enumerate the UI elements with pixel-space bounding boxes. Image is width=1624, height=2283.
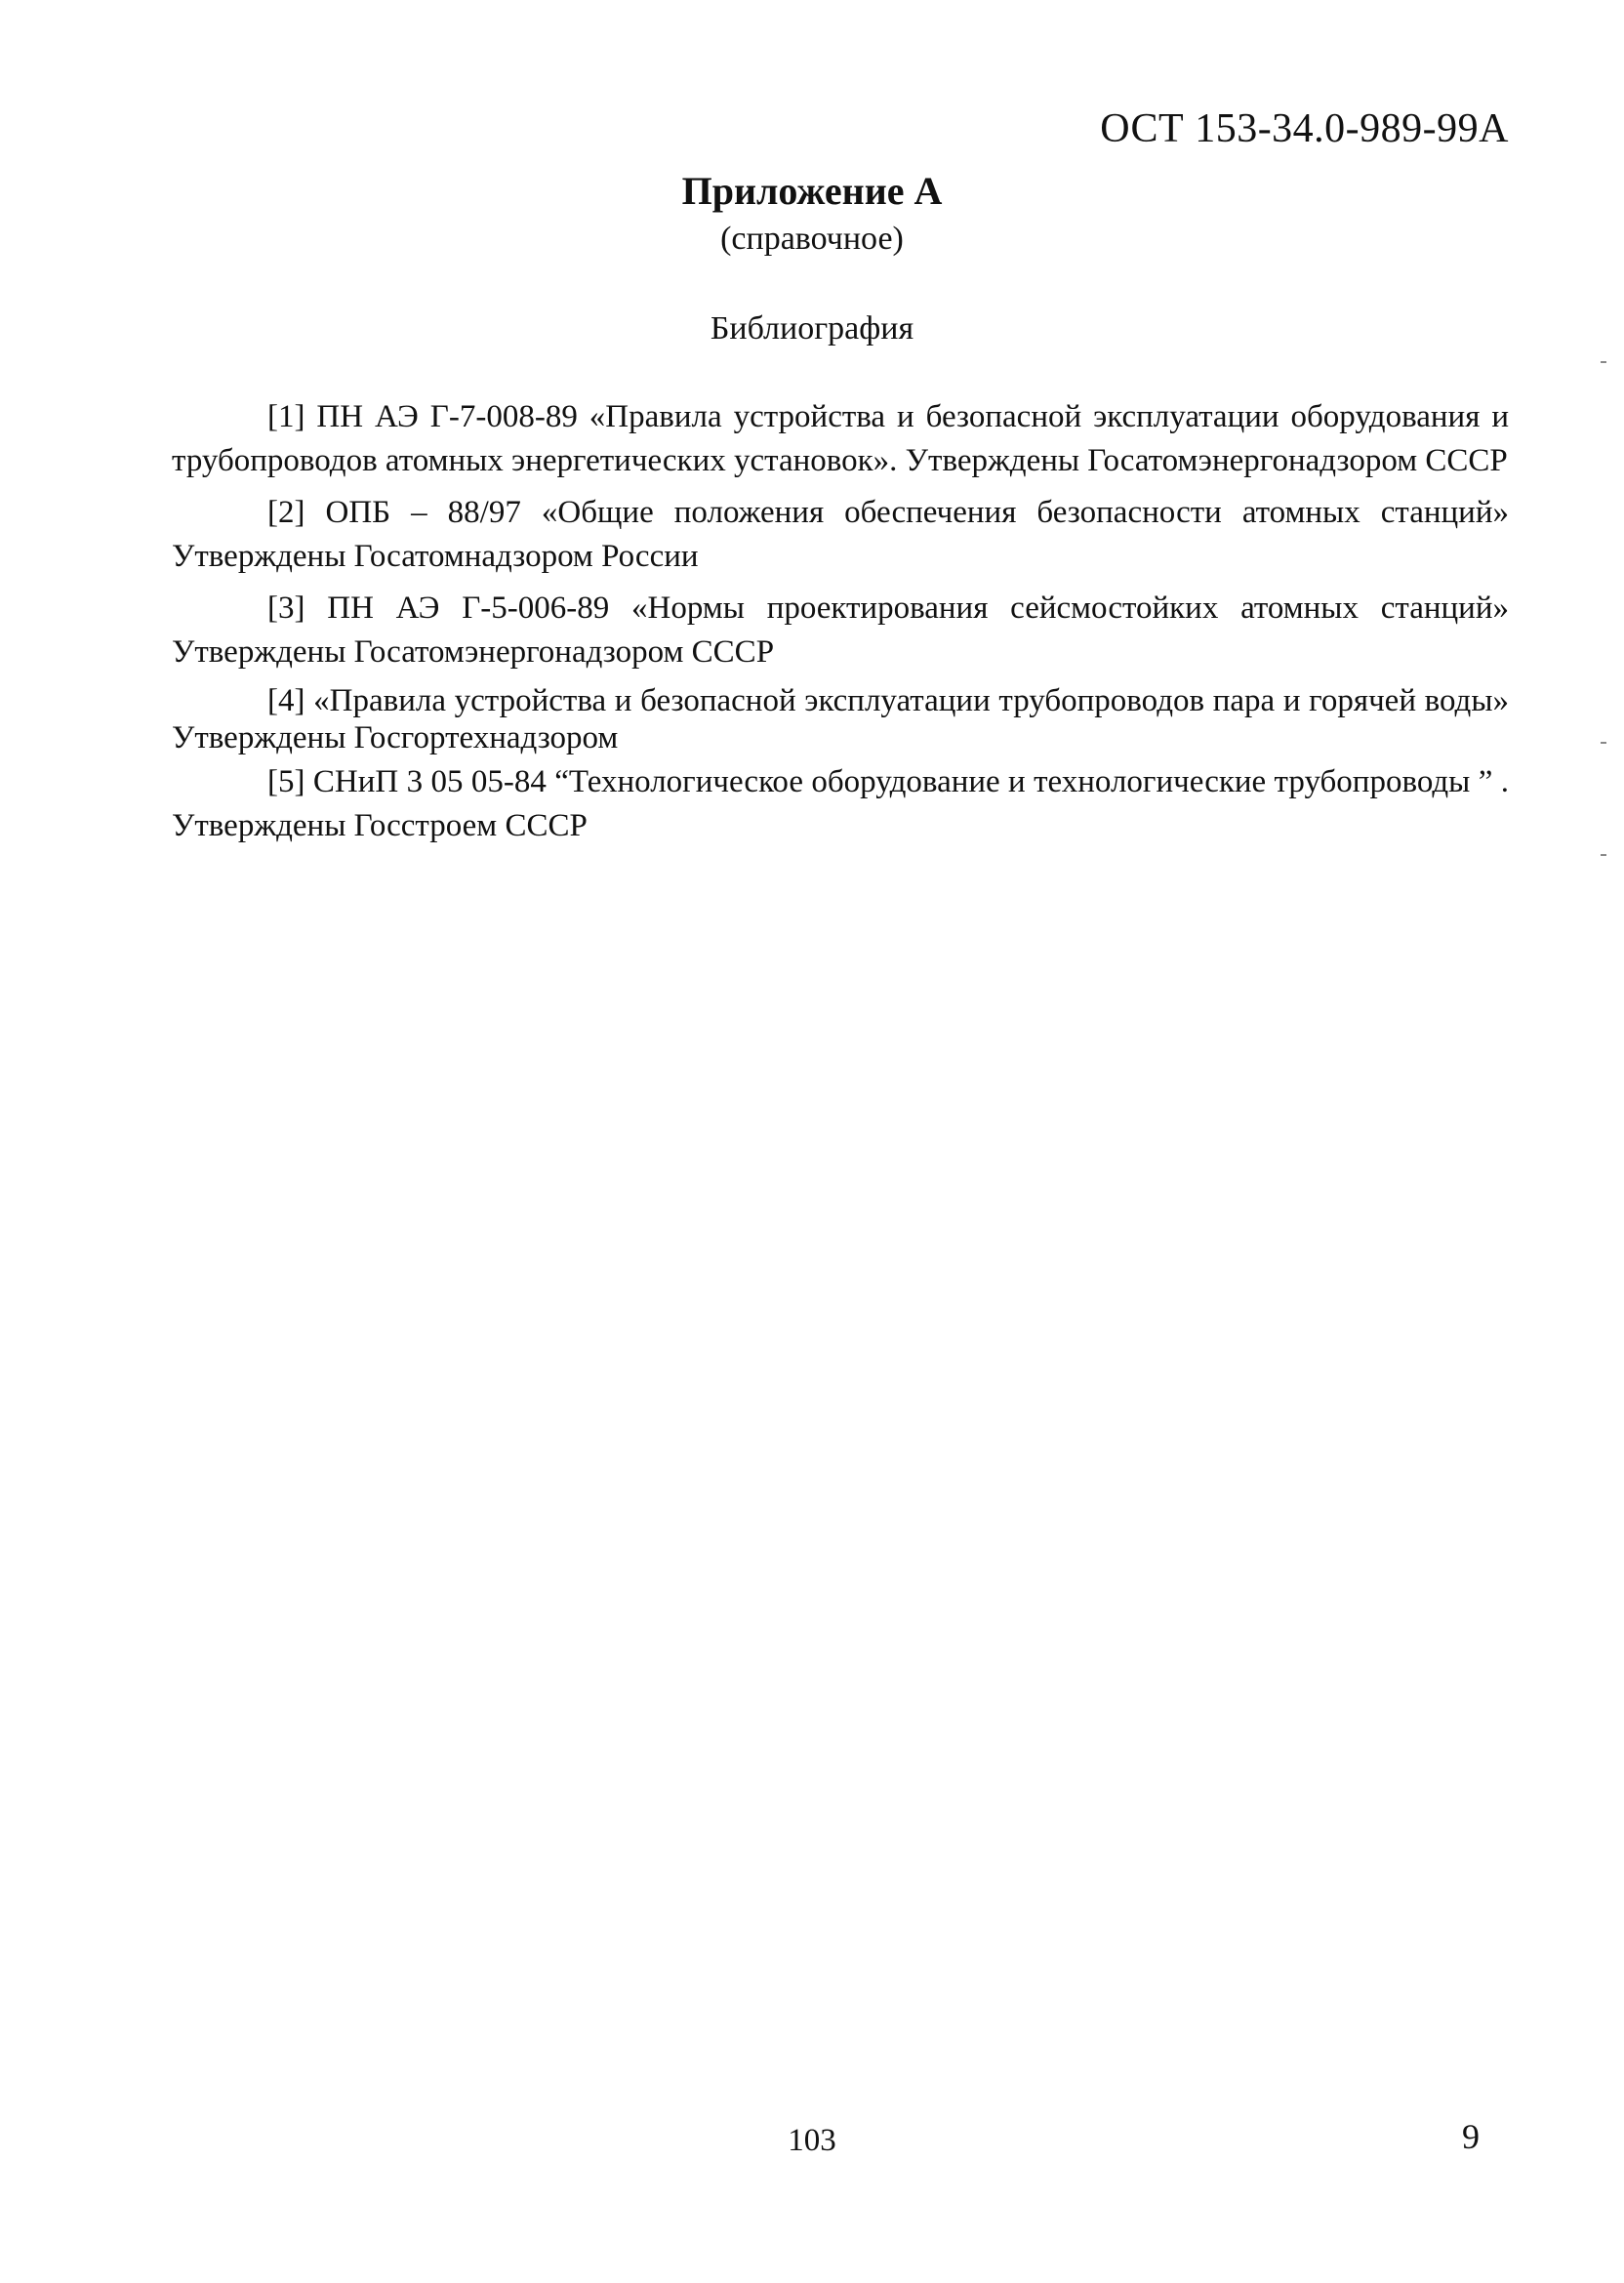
bibliography-list bbox=[172, 395, 1509, 856]
bibliography-heading: Библиография bbox=[710, 310, 914, 347]
bibliography-entry-4: [4] «Правила устройства и безопасной эксплуатации трубопроводов пара и горячей воды» Утверждены Госгортехнадзором bbox=[172, 683, 1509, 755]
document-code: ОСТ 153-34.0-989-99А bbox=[1100, 106, 1509, 151]
bibliography-entry-1: [1] ПН АЭ Г-7-008-89 «Правила устройства и безопасной эксплуатации оборудования и трубопроводов атомных энергетических установок». Утверждены Госатомэнергонадзором СССР bbox=[172, 399, 1509, 478]
bibliography-entry-2: [2] ОПБ – 88/97 «Общие положения обеспечения безопасности атомных станций» Утверждены Госатомнадзором России bbox=[172, 495, 1509, 574]
page-number-right: 9 bbox=[1462, 2117, 1480, 2156]
page-number-center: 103 bbox=[788, 2123, 836, 2158]
bibliography-entry-5: [5] СНиП 3 05 05-84 “Технологическое оборудование и технологические трубопроводы ” . Утверждены Госстроем СССР bbox=[172, 764, 1509, 843]
scan-edge-mark bbox=[1601, 361, 1606, 363]
bibliography-entry-3: [3] ПН АЭ Г-5-006-89 «Нормы проектирования сейсмостойких атомных станций» Утверждены Госатомэнергонадзором СССР bbox=[172, 591, 1509, 670]
scan-edge-mark bbox=[1601, 854, 1606, 856]
appendix-title: Приложение А bbox=[681, 169, 943, 213]
scan-edge-mark bbox=[1601, 742, 1606, 744]
appendix-subtitle: (справочное) bbox=[720, 221, 904, 257]
